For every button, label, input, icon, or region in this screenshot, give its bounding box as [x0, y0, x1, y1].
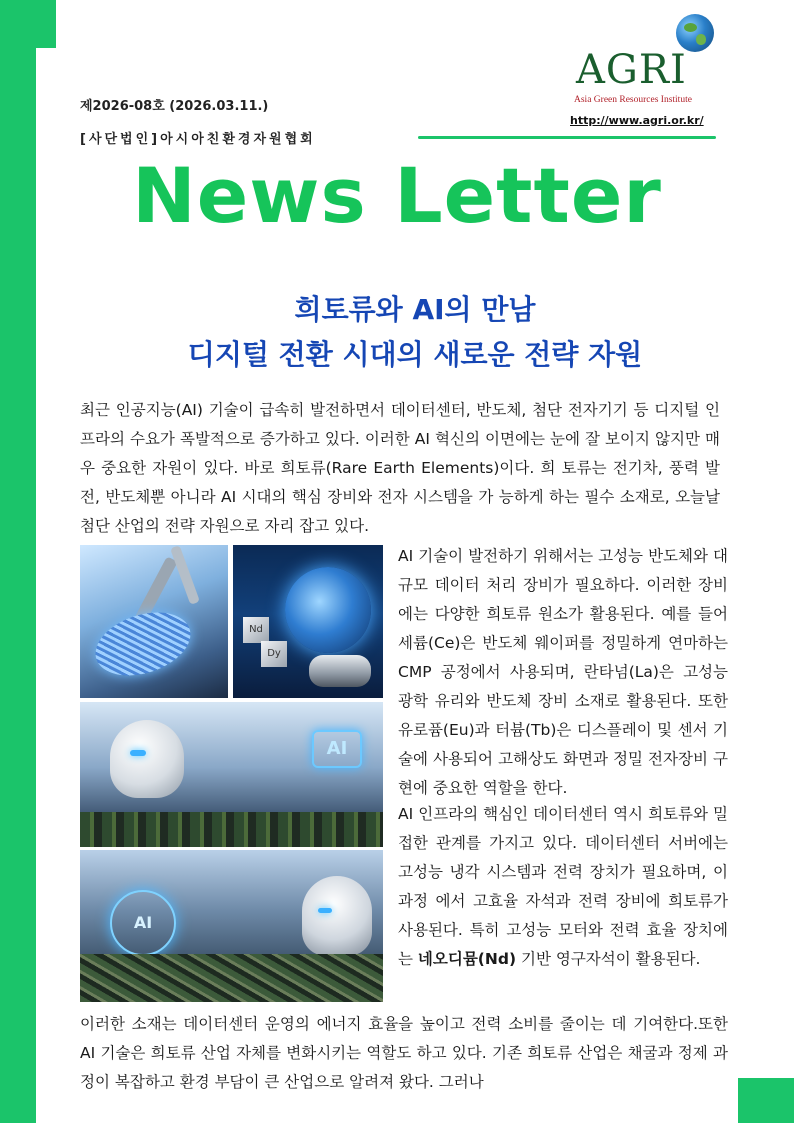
paragraph-semiconductor: AI 기술이 발전하기 위해서는 고성능 반도체와 대규모 데이터 처리 장비가 필요하다. 이러한 장비에는 다양한 희토류 원소가 활용된다. 예를 들어 세륨(Ce)은 반도체 웨이퍼를 정밀하게 연마하는 CMP 공정에서 사용되며, 란타넘(La)은 고성능 광학 유리와 반도체 장비 소재로 활용된다. 또한 유로퓸(Eu)과 터븀(Tb)은 디스플레이 및 센서 기술에 사용되어 고해상도 화면과 정밀 전자장비 구현에 중요한 역할을 한다. [398, 547, 728, 797]
article-title: 희토류와 AI의 만남 [294, 293, 536, 326]
paragraph-datacenter-text: AI 인프라의 핵심인 데이터센터 역시 희토류와 밀접한 관계를 가지고 있다. 데이터센터 서버에는 고성능 냉각 시스템과 전력 장치가 필요하며, 이 과정 에서 고효율 자석과 전력 장비에 희토류가 사용된다. 특히 고성능 모터와 전력 효율 장치에는 [398, 805, 728, 968]
ai-chips-robot-image [80, 850, 383, 1002]
ai-robot-factory-image [80, 702, 383, 847]
ai-circle-label: AI [110, 890, 176, 956]
article-subtitle: 디지털 전환 시대의 새로운 전략 자원 [187, 338, 643, 371]
ai-badge-label: AI [312, 730, 362, 768]
wafer-robot-image [80, 545, 228, 698]
paragraph-efficiency: 이러한 소재는 데이터센터 운영의 에너지 효율을 높이고 전력 소비를 줄이는 데 기여한다.또한 AI 기술은 희토류 산업 자체를 변화시키는 역할도 하고 있다. 기존 희토류 산업은 채굴과 정제 과정이 복잡하고 환경 부담이 큰 산업으로 알려져 왔다. 그러나 [80, 1015, 728, 1091]
paragraph-datacenter-text-end: 기반 영구자석이 활용된다. [516, 950, 701, 968]
logo: AGRI [576, 47, 687, 93]
top-accent-block [36, 0, 56, 48]
issue-number: 제2026-08호 (2026.03.11.) [80, 99, 269, 114]
organization-name: [사단법인]아시아친환경자원협회 [80, 132, 316, 147]
header-divider [418, 136, 716, 139]
neodymium-highlight: 네오디뮴(Nd) [417, 950, 517, 968]
masthead-title: News Letter [132, 151, 662, 240]
nd-cube-label: Nd [243, 617, 269, 643]
logo-subtitle: Asia Green Resources Institute [574, 95, 692, 105]
paragraph-intro: 최근 인공지능(AI) 기술이 급속히 발전하면서 데이터센터, 반도체, 첨단 전자기기 등 디지털 인프라의 수요가 폭발적으로 증가하고 있다. 이러한 AI 혁신의 이면에는 눈에 잘 보이지 않지만 매우 중요한 자원이 있다. 바로 희토류(Rare Earth Elements)이다. 희 토류는 전기차, 풍력 발전, 반도체뿐 아니라 AI 시대의 핵심 장비와 전자 시스템을 가 능하게 하는 필수 소재로, 오늘날 첨단 산업의 전략 자원으로 자리 잡고 있다. [80, 401, 720, 535]
earth-rare-earth-image [233, 545, 383, 698]
website-link[interactable]: http://www.agri.or.kr/ [570, 114, 704, 127]
dy-cube-label: Dy [261, 641, 287, 667]
paragraph-datacenter [398, 800, 728, 974]
bottom-accent-block [738, 1078, 794, 1123]
